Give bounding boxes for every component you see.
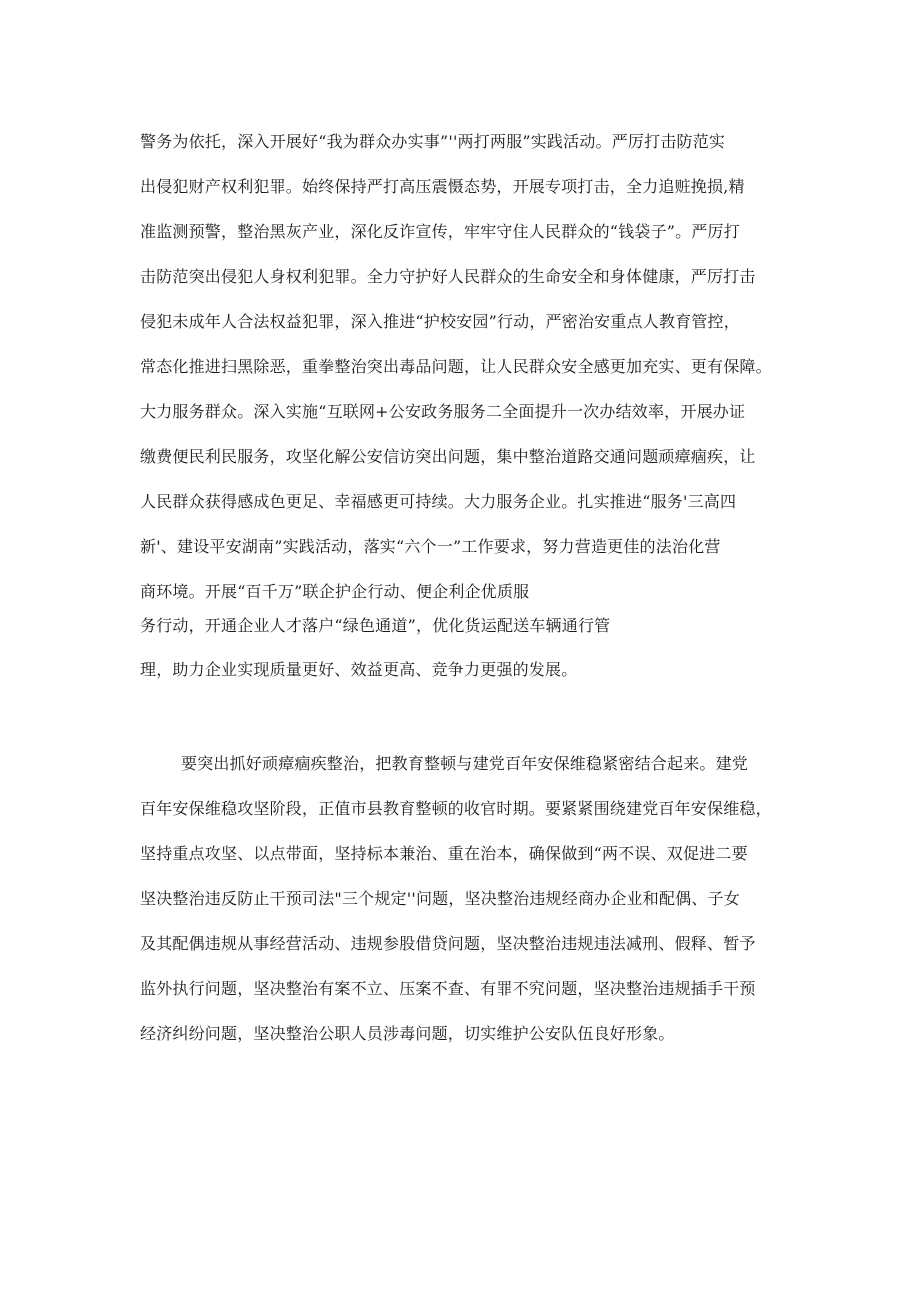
text-line: 坚持重点攻坚、以点带面，坚持标本兼治、重在治本，确保做到“两不误、双促进二要 bbox=[140, 844, 748, 863]
text-line: 大力服务群众。深入实施“互联网+公安政务服务二全面提升一次办结效率，开展办证 bbox=[140, 402, 746, 421]
text-line: 人民群众获得感成色更足、幸福感更可持续。大力服务企业。扎实推进“服务'三高四 bbox=[140, 492, 737, 511]
text-line: 准监测预警，整治黑灰产业，深化反诈宣传，牢牢守住人民群众的“钱袋子”。严厉打 bbox=[140, 222, 740, 241]
text-line: 百年安保维稳攻坚阶段，正值市县教育整顿的收官时期。要紧紧围绕建党百年安保维稳， bbox=[140, 799, 772, 818]
text-line: 警务为依托，深入开展好“我为群众办实事”''两打两服”实践活动。严厉打击防范实 bbox=[140, 132, 726, 151]
text-line: 监外执行问题，坚决整治有案不立、压案不查、有罪不究问题，坚决整治违规插手干预 bbox=[140, 979, 756, 998]
text-line: 理，助力企业实现质量更好、效益更高、竞争力更强的发展。 bbox=[140, 660, 578, 679]
text-line: 常态化推进扫黑除恶，重拳整治突出毒品问题，让人民群众安全感更加充实、更有保障。 bbox=[140, 357, 772, 376]
text-line: 要突出抓好顽瘴痼疾整治，把教育整顿与建党百年安保维稳紧密结合起来。建党 bbox=[181, 754, 749, 773]
text-line: 商环境。开展“百千万”联企护企行动、便企利企优质服 bbox=[140, 582, 530, 601]
text-line: 经济纠纷问题，坚决整治公职人员涉毒问题，切实维护公安队伍良好形象。 bbox=[140, 1024, 675, 1043]
text-line: 新'、建设平安湖南”实践活动，落实“六个一”工作要求，努力营造更佳的法治化营 bbox=[140, 537, 721, 556]
text-line: 及其配偶违规从事经营活动、违规参股借贷问题，坚决整治违规违法减刑、假释、暂予 bbox=[140, 934, 756, 953]
text-line: 侵犯未成年人合法权益犯罪，深入推进“护校安园”行动，严密治安重点人教育管控， bbox=[140, 312, 740, 331]
text-line: 缴费便民利民服务，攻坚化解公安信访突出问题，集中整治道路交通问题顽瘴痼疾，让 bbox=[140, 447, 756, 466]
text-line: 击防范突出侵犯人身权利犯罪。全力守护好人民群众的生命安全和身体健康，严厉打击 bbox=[140, 267, 756, 286]
text-line: 坚决整治违反防止干预司法"三个规定''问题，坚决整治违规经商办企业和配偶、子女 bbox=[140, 889, 740, 908]
text-line: 出侵犯财产权利犯罪。始终保持严打高压震慑态势，开展专项打击，全力追赃挽损,精 bbox=[140, 177, 745, 196]
text-line: 务行动，开通企业人才落户“绿色通道”，优化货运配送车辆通行管 bbox=[140, 616, 611, 635]
